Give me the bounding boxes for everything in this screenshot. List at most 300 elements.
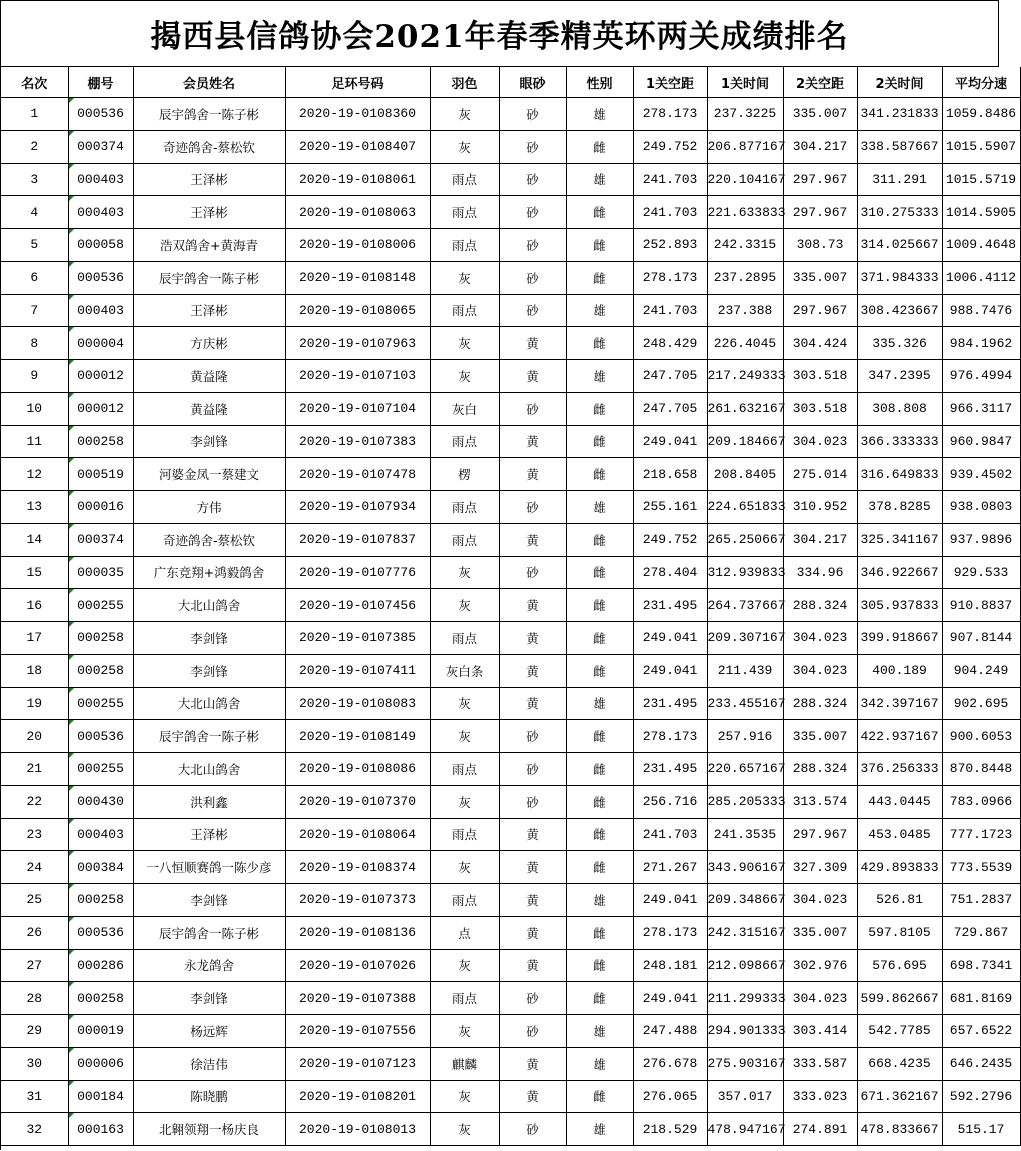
stage2-time-cell: 366.333333 bbox=[857, 425, 942, 458]
member-name-cell: 黄益隆 bbox=[133, 392, 285, 425]
loft-no-cell: 000255 bbox=[68, 753, 133, 786]
table-row bbox=[1, 294, 1020, 327]
feather-color-cell: 灰 bbox=[430, 327, 499, 360]
ring-no-cell: 2020-19-0107934 bbox=[285, 491, 430, 524]
sex-cell: 雌 bbox=[566, 1080, 633, 1113]
member-name-cell: 浩双鸽舍+黄海青 bbox=[133, 229, 285, 262]
stage2-time-cell: 400.189 bbox=[857, 654, 942, 687]
rank-cell: 1 bbox=[1, 98, 68, 131]
eye-sand-cell: 砂 bbox=[499, 556, 566, 589]
col-header-loft-no: 棚号 bbox=[68, 67, 133, 98]
avg-speed-cell: 966.3117 bbox=[942, 392, 1020, 425]
avg-speed-cell: 592.2796 bbox=[942, 1080, 1020, 1113]
table-row bbox=[1, 458, 1020, 491]
stage1-time-cell: 312.939833 bbox=[707, 556, 783, 589]
avg-speed-cell: 960.9847 bbox=[942, 425, 1020, 458]
loft-no-cell: 000536 bbox=[68, 916, 133, 949]
avg-speed-cell: 777.1723 bbox=[942, 818, 1020, 851]
table-row bbox=[1, 1047, 1020, 1080]
loft-no-cell: 000403 bbox=[68, 196, 133, 229]
sex-cell: 雌 bbox=[566, 654, 633, 687]
stage2-time-cell: 378.8285 bbox=[857, 491, 942, 524]
ring-no-cell: 2020-19-0108083 bbox=[285, 687, 430, 720]
sex-cell: 雄 bbox=[566, 1113, 633, 1146]
table-row bbox=[1, 425, 1020, 458]
stage1-time-cell: 224.651833 bbox=[707, 491, 783, 524]
stage2-distance-cell: 288.324 bbox=[783, 687, 857, 720]
avg-speed-cell: 783.0966 bbox=[942, 785, 1020, 818]
avg-speed-cell: 1014.5905 bbox=[942, 196, 1020, 229]
stage2-time-cell: 325.341167 bbox=[857, 523, 942, 556]
eye-sand-cell: 砂 bbox=[499, 229, 566, 262]
table-row bbox=[1, 753, 1020, 786]
stage1-time-cell: 242.315167 bbox=[707, 916, 783, 949]
stage1-distance-cell: 249.041 bbox=[633, 425, 707, 458]
member-name-cell: 王泽彬 bbox=[133, 196, 285, 229]
eye-sand-cell: 砂 bbox=[499, 98, 566, 131]
ring-no-cell: 2020-19-0107123 bbox=[285, 1047, 430, 1080]
eye-sand-cell: 黄 bbox=[499, 687, 566, 720]
stage1-distance-cell: 218.529 bbox=[633, 1113, 707, 1146]
avg-speed-cell: 681.8169 bbox=[942, 982, 1020, 1015]
stage2-distance-cell: 304.023 bbox=[783, 622, 857, 655]
rank-cell: 21 bbox=[1, 753, 68, 786]
member-name-cell: 陈晓鹏 bbox=[133, 1080, 285, 1113]
table-row bbox=[1, 1113, 1020, 1146]
ring-no-cell: 2020-19-0107026 bbox=[285, 949, 430, 982]
sex-cell: 雌 bbox=[566, 720, 633, 753]
stage1-time-cell: 220.104167 bbox=[707, 163, 783, 196]
member-name-cell: 大北山鸽舍 bbox=[133, 753, 285, 786]
loft-no-cell: 000258 bbox=[68, 982, 133, 1015]
stage1-distance-cell: 278.404 bbox=[633, 556, 707, 589]
stage1-distance-cell: 248.181 bbox=[633, 949, 707, 982]
stage1-time-cell: 226.4045 bbox=[707, 327, 783, 360]
stage1-time-cell: 285.205333 bbox=[707, 785, 783, 818]
stage1-time-cell: 294.901333 bbox=[707, 1015, 783, 1048]
loft-no-cell: 000519 bbox=[68, 458, 133, 491]
table-row bbox=[1, 884, 1020, 917]
avg-speed-cell: 938.0803 bbox=[942, 491, 1020, 524]
col-header-member-name: 会员姓名 bbox=[133, 67, 285, 98]
stage2-distance-cell: 335.007 bbox=[783, 261, 857, 294]
loft-no-cell: 000403 bbox=[68, 163, 133, 196]
stage1-time-cell: 478.947167 bbox=[707, 1113, 783, 1146]
eye-sand-cell: 砂 bbox=[499, 1015, 566, 1048]
table-row bbox=[1, 360, 1020, 393]
sex-cell: 雌 bbox=[566, 130, 633, 163]
stage1-distance-cell: 247.705 bbox=[633, 360, 707, 393]
stage1-time-cell: 275.903167 bbox=[707, 1047, 783, 1080]
col-header-stage2-distance: 2关空距 bbox=[783, 67, 857, 98]
ring-no-cell: 2020-19-0107103 bbox=[285, 360, 430, 393]
avg-speed-cell: 988.7476 bbox=[942, 294, 1020, 327]
stage1-time-cell: 357.017 bbox=[707, 1080, 783, 1113]
stage1-time-cell: 209.184667 bbox=[707, 425, 783, 458]
stage2-distance-cell: 304.217 bbox=[783, 130, 857, 163]
stage2-distance-cell: 308.73 bbox=[783, 229, 857, 262]
eye-sand-cell: 黄 bbox=[499, 622, 566, 655]
member-name-cell: 永龙鸽舍 bbox=[133, 949, 285, 982]
loft-no-cell: 000163 bbox=[68, 1113, 133, 1146]
member-name-cell: 北翱领翔一杨庆良 bbox=[133, 1113, 285, 1146]
rank-cell: 18 bbox=[1, 654, 68, 687]
avg-speed-cell: 904.249 bbox=[942, 654, 1020, 687]
stage2-distance-cell: 304.424 bbox=[783, 327, 857, 360]
eye-sand-cell: 黄 bbox=[499, 884, 566, 917]
stage2-distance-cell: 333.023 bbox=[783, 1080, 857, 1113]
table-row bbox=[1, 261, 1020, 294]
stage1-distance-cell: 231.495 bbox=[633, 753, 707, 786]
stage2-time-cell: 335.326 bbox=[857, 327, 942, 360]
member-name-cell: 广东竞翔+鸿毅鸽舍 bbox=[133, 556, 285, 589]
ring-no-cell: 2020-19-0107963 bbox=[285, 327, 430, 360]
loft-no-cell: 000258 bbox=[68, 654, 133, 687]
rank-cell: 32 bbox=[1, 1113, 68, 1146]
avg-speed-cell: 1059.8486 bbox=[942, 98, 1020, 131]
table-row bbox=[1, 720, 1020, 753]
member-name-cell: 李剑锋 bbox=[133, 982, 285, 1015]
member-name-cell: 奇迹鸽舍-蔡松钦 bbox=[133, 523, 285, 556]
stage2-time-cell: 399.918667 bbox=[857, 622, 942, 655]
rank-cell: 16 bbox=[1, 589, 68, 622]
avg-speed-cell: 900.6053 bbox=[942, 720, 1020, 753]
stage2-time-cell: 308.423667 bbox=[857, 294, 942, 327]
feather-color-cell: 灰 bbox=[430, 360, 499, 393]
stage1-time-cell: 211.299333 bbox=[707, 982, 783, 1015]
stage2-distance-cell: 288.324 bbox=[783, 753, 857, 786]
rank-cell: 10 bbox=[1, 392, 68, 425]
ring-no-cell: 2020-19-0108201 bbox=[285, 1080, 430, 1113]
stage2-distance-cell: 304.023 bbox=[783, 654, 857, 687]
feather-color-cell: 雨点 bbox=[430, 491, 499, 524]
sex-cell: 雌 bbox=[566, 982, 633, 1015]
eye-sand-cell: 砂 bbox=[499, 982, 566, 1015]
ring-no-cell: 2020-19-0108065 bbox=[285, 294, 430, 327]
sex-cell: 雄 bbox=[566, 98, 633, 131]
stage1-distance-cell: 249.752 bbox=[633, 130, 707, 163]
member-name-cell: 河婆金凤一蔡建文 bbox=[133, 458, 285, 491]
table-row bbox=[1, 229, 1020, 262]
member-name-cell: 方伟 bbox=[133, 491, 285, 524]
stage1-time-cell: 217.249333 bbox=[707, 360, 783, 393]
loft-no-cell: 000058 bbox=[68, 229, 133, 262]
eye-sand-cell: 黄 bbox=[499, 949, 566, 982]
header-row bbox=[1, 67, 1020, 98]
sex-cell: 雌 bbox=[566, 425, 633, 458]
member-name-cell: 王泽彬 bbox=[133, 163, 285, 196]
avg-speed-cell: 907.8144 bbox=[942, 622, 1020, 655]
table-row bbox=[1, 523, 1020, 556]
table-row bbox=[1, 327, 1020, 360]
loft-no-cell: 000384 bbox=[68, 851, 133, 884]
stage2-time-cell: 429.893833 bbox=[857, 851, 942, 884]
stage2-distance-cell: 275.014 bbox=[783, 458, 857, 491]
eye-sand-cell: 黄 bbox=[499, 425, 566, 458]
eye-sand-cell: 砂 bbox=[499, 294, 566, 327]
stage2-distance-cell: 304.023 bbox=[783, 425, 857, 458]
stage2-distance-cell: 327.309 bbox=[783, 851, 857, 884]
table-row bbox=[1, 98, 1020, 131]
col-header-stage1-time: 1关时间 bbox=[707, 67, 783, 98]
stage2-time-cell: 342.397167 bbox=[857, 687, 942, 720]
ring-no-cell: 2020-19-0108064 bbox=[285, 818, 430, 851]
member-name-cell: 李剑锋 bbox=[133, 425, 285, 458]
sex-cell: 雄 bbox=[566, 163, 633, 196]
rank-cell: 22 bbox=[1, 785, 68, 818]
col-header-rank: 名次 bbox=[1, 67, 68, 98]
ring-no-cell: 2020-19-0108086 bbox=[285, 753, 430, 786]
stage2-distance-cell: 297.967 bbox=[783, 163, 857, 196]
eye-sand-cell: 砂 bbox=[499, 196, 566, 229]
rank-cell: 20 bbox=[1, 720, 68, 753]
stage2-distance-cell: 288.324 bbox=[783, 589, 857, 622]
member-name-cell: 大北山鸽舍 bbox=[133, 589, 285, 622]
stage1-distance-cell: 241.703 bbox=[633, 818, 707, 851]
table-row bbox=[1, 916, 1020, 949]
sex-cell: 雄 bbox=[566, 1015, 633, 1048]
ring-no-cell: 2020-19-0108063 bbox=[285, 196, 430, 229]
avg-speed-cell: 976.4994 bbox=[942, 360, 1020, 393]
rank-cell: 30 bbox=[1, 1047, 68, 1080]
stage1-time-cell: 212.098667 bbox=[707, 949, 783, 982]
ring-no-cell: 2020-19-0107837 bbox=[285, 523, 430, 556]
eye-sand-cell: 砂 bbox=[499, 720, 566, 753]
feather-color-cell: 雨点 bbox=[430, 753, 499, 786]
stage1-time-cell: 257.916 bbox=[707, 720, 783, 753]
sex-cell: 雌 bbox=[566, 785, 633, 818]
rank-cell: 27 bbox=[1, 949, 68, 982]
stage1-time-cell: 237.2895 bbox=[707, 261, 783, 294]
stage2-time-cell: 376.256333 bbox=[857, 753, 942, 786]
loft-no-cell: 000430 bbox=[68, 785, 133, 818]
rank-cell: 2 bbox=[1, 130, 68, 163]
rank-cell: 24 bbox=[1, 851, 68, 884]
stage1-distance-cell: 249.041 bbox=[633, 654, 707, 687]
rank-cell: 6 bbox=[1, 261, 68, 294]
ring-no-cell: 2020-19-0108061 bbox=[285, 163, 430, 196]
rank-cell: 3 bbox=[1, 163, 68, 196]
loft-no-cell: 000012 bbox=[68, 360, 133, 393]
feather-color-cell: 雨点 bbox=[430, 884, 499, 917]
sex-cell: 雌 bbox=[566, 556, 633, 589]
feather-color-cell: 雨点 bbox=[430, 982, 499, 1015]
col-header-feather-color: 羽色 bbox=[430, 67, 499, 98]
feather-color-cell: 雨点 bbox=[430, 294, 499, 327]
rank-cell: 5 bbox=[1, 229, 68, 262]
loft-no-cell: 000258 bbox=[68, 884, 133, 917]
eye-sand-cell: 黄 bbox=[499, 818, 566, 851]
avg-speed-cell: 929.533 bbox=[942, 556, 1020, 589]
rank-cell: 29 bbox=[1, 1015, 68, 1048]
rank-cell: 17 bbox=[1, 622, 68, 655]
ring-no-cell: 2020-19-0107411 bbox=[285, 654, 430, 687]
feather-color-cell: 雨点 bbox=[430, 622, 499, 655]
ring-no-cell: 2020-19-0108407 bbox=[285, 130, 430, 163]
member-name-cell: 方庆彬 bbox=[133, 327, 285, 360]
stage1-time-cell: 209.348667 bbox=[707, 884, 783, 917]
feather-color-cell: 灰 bbox=[430, 851, 499, 884]
table-row bbox=[1, 654, 1020, 687]
feather-color-cell: 灰 bbox=[430, 1080, 499, 1113]
table-row bbox=[1, 949, 1020, 982]
stage1-time-cell: 264.737667 bbox=[707, 589, 783, 622]
ring-no-cell: 2020-19-0107383 bbox=[285, 425, 430, 458]
ring-no-cell: 2020-19-0107478 bbox=[285, 458, 430, 491]
stage2-distance-cell: 302.976 bbox=[783, 949, 857, 982]
table-row bbox=[1, 491, 1020, 524]
feather-color-cell: 灰白 bbox=[430, 392, 499, 425]
ring-no-cell: 2020-19-0108374 bbox=[285, 851, 430, 884]
eye-sand-cell: 黄 bbox=[499, 360, 566, 393]
eye-sand-cell: 黄 bbox=[499, 654, 566, 687]
sex-cell: 雌 bbox=[566, 851, 633, 884]
feather-color-cell: 雨点 bbox=[430, 818, 499, 851]
rank-cell: 7 bbox=[1, 294, 68, 327]
table-row bbox=[1, 163, 1020, 196]
stage2-time-cell: 453.0485 bbox=[857, 818, 942, 851]
feather-color-cell: 楞 bbox=[430, 458, 499, 491]
sex-cell: 雄 bbox=[566, 294, 633, 327]
stage2-distance-cell: 304.023 bbox=[783, 982, 857, 1015]
stage2-time-cell: 671.362167 bbox=[857, 1080, 942, 1113]
stage2-distance-cell: 304.023 bbox=[783, 884, 857, 917]
table-row bbox=[1, 785, 1020, 818]
avg-speed-cell: 657.6522 bbox=[942, 1015, 1020, 1048]
stage2-distance-cell: 335.007 bbox=[783, 720, 857, 753]
loft-no-cell: 000286 bbox=[68, 949, 133, 982]
stage2-time-cell: 371.984333 bbox=[857, 261, 942, 294]
stage2-time-cell: 478.833667 bbox=[857, 1113, 942, 1146]
stage1-distance-cell: 241.703 bbox=[633, 294, 707, 327]
stage1-time-cell: 237.388 bbox=[707, 294, 783, 327]
ring-no-cell: 2020-19-0107370 bbox=[285, 785, 430, 818]
stage1-distance-cell: 278.173 bbox=[633, 916, 707, 949]
stage1-distance-cell: 271.267 bbox=[633, 851, 707, 884]
loft-no-cell: 000184 bbox=[68, 1080, 133, 1113]
results-table bbox=[1, 67, 1021, 1146]
stage2-time-cell: 443.0445 bbox=[857, 785, 942, 818]
feather-color-cell: 灰 bbox=[430, 1015, 499, 1048]
member-name-cell: 辰宇鸽舍一陈子彬 bbox=[133, 720, 285, 753]
stage1-distance-cell: 247.705 bbox=[633, 392, 707, 425]
avg-speed-cell: 1006.4112 bbox=[942, 261, 1020, 294]
feather-color-cell: 灰 bbox=[430, 98, 499, 131]
loft-no-cell: 000536 bbox=[68, 261, 133, 294]
stage1-time-cell: 237.3225 bbox=[707, 98, 783, 131]
stage2-distance-cell: 335.007 bbox=[783, 98, 857, 131]
rank-cell: 23 bbox=[1, 818, 68, 851]
loft-no-cell: 000004 bbox=[68, 327, 133, 360]
ring-no-cell: 2020-19-0107104 bbox=[285, 392, 430, 425]
member-name-cell: 辰宇鸽舍一陈子彬 bbox=[133, 261, 285, 294]
sheet-title: 揭西县信鸽协会2021年春季精英环两关成绩排名 bbox=[1, 1, 999, 67]
stage2-time-cell: 311.291 bbox=[857, 163, 942, 196]
stage2-time-cell: 338.587667 bbox=[857, 130, 942, 163]
sex-cell: 雌 bbox=[566, 916, 633, 949]
feather-color-cell: 雨点 bbox=[430, 163, 499, 196]
avg-speed-cell: 870.8448 bbox=[942, 753, 1020, 786]
rank-cell: 31 bbox=[1, 1080, 68, 1113]
rank-cell: 4 bbox=[1, 196, 68, 229]
member-name-cell: 李剑锋 bbox=[133, 654, 285, 687]
stage2-distance-cell: 335.007 bbox=[783, 916, 857, 949]
table-row bbox=[1, 982, 1020, 1015]
feather-color-cell: 灰 bbox=[430, 949, 499, 982]
avg-speed-cell: 729.867 bbox=[942, 916, 1020, 949]
stage1-distance-cell: 256.716 bbox=[633, 785, 707, 818]
sex-cell: 雌 bbox=[566, 196, 633, 229]
stage1-distance-cell: 249.752 bbox=[633, 523, 707, 556]
stage1-time-cell: 261.632167 bbox=[707, 392, 783, 425]
ring-no-cell: 2020-19-0108013 bbox=[285, 1113, 430, 1146]
sex-cell: 雌 bbox=[566, 327, 633, 360]
stage1-distance-cell: 248.429 bbox=[633, 327, 707, 360]
stage2-time-cell: 305.937833 bbox=[857, 589, 942, 622]
stage2-time-cell: 597.8105 bbox=[857, 916, 942, 949]
stage1-distance-cell: 249.041 bbox=[633, 982, 707, 1015]
feather-color-cell: 灰 bbox=[430, 785, 499, 818]
sex-cell: 雄 bbox=[566, 491, 633, 524]
avg-speed-cell: 1009.4648 bbox=[942, 229, 1020, 262]
stage2-distance-cell: 303.518 bbox=[783, 360, 857, 393]
member-name-cell: 李剑锋 bbox=[133, 622, 285, 655]
stage1-time-cell: 221.633833 bbox=[707, 196, 783, 229]
eye-sand-cell: 黄 bbox=[499, 1047, 566, 1080]
stage1-distance-cell: 249.041 bbox=[633, 622, 707, 655]
rank-cell: 26 bbox=[1, 916, 68, 949]
stage1-distance-cell: 255.161 bbox=[633, 491, 707, 524]
feather-color-cell: 雨点 bbox=[430, 229, 499, 262]
col-header-sex: 性别 bbox=[566, 67, 633, 98]
ring-no-cell: 2020-19-0108360 bbox=[285, 98, 430, 131]
ring-no-cell: 2020-19-0107456 bbox=[285, 589, 430, 622]
stage1-distance-cell: 218.658 bbox=[633, 458, 707, 491]
sex-cell: 雌 bbox=[566, 753, 633, 786]
avg-speed-cell: 751.2837 bbox=[942, 884, 1020, 917]
eye-sand-cell: 黄 bbox=[499, 589, 566, 622]
sex-cell: 雌 bbox=[566, 458, 633, 491]
table-row bbox=[1, 589, 1020, 622]
rank-cell: 19 bbox=[1, 687, 68, 720]
col-header-stage1-distance: 1关空距 bbox=[633, 67, 707, 98]
avg-speed-cell: 1015.5719 bbox=[942, 163, 1020, 196]
table-row bbox=[1, 818, 1020, 851]
stage1-distance-cell: 252.893 bbox=[633, 229, 707, 262]
stage2-time-cell: 599.862667 bbox=[857, 982, 942, 1015]
stage1-time-cell: 242.3315 bbox=[707, 229, 783, 262]
table-row bbox=[1, 1015, 1020, 1048]
col-header-eye-sand: 眼砂 bbox=[499, 67, 566, 98]
rank-cell: 15 bbox=[1, 556, 68, 589]
member-name-cell: 大北山鸽舍 bbox=[133, 687, 285, 720]
stage2-time-cell: 314.025667 bbox=[857, 229, 942, 262]
ring-no-cell: 2020-19-0107388 bbox=[285, 982, 430, 1015]
loft-no-cell: 000255 bbox=[68, 589, 133, 622]
loft-no-cell: 000258 bbox=[68, 622, 133, 655]
col-header-stage2-time: 2关时间 bbox=[857, 67, 942, 98]
stage2-time-cell: 576.695 bbox=[857, 949, 942, 982]
stage1-distance-cell: 276.678 bbox=[633, 1047, 707, 1080]
table-row bbox=[1, 392, 1020, 425]
stage1-distance-cell: 278.173 bbox=[633, 720, 707, 753]
stage2-time-cell: 542.7785 bbox=[857, 1015, 942, 1048]
loft-no-cell: 000536 bbox=[68, 98, 133, 131]
eye-sand-cell: 砂 bbox=[499, 392, 566, 425]
stage2-distance-cell: 313.574 bbox=[783, 785, 857, 818]
table-row bbox=[1, 622, 1020, 655]
member-name-cell: 王泽彬 bbox=[133, 818, 285, 851]
